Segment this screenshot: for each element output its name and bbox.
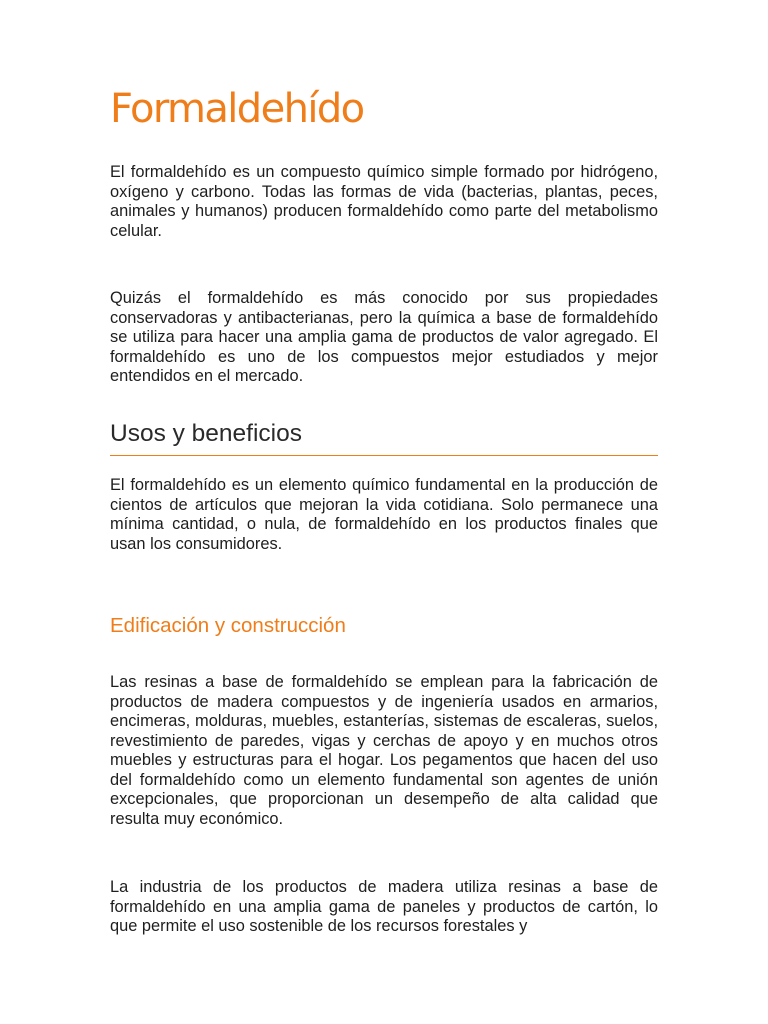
page-title: Formaldehído xyxy=(110,86,364,132)
edificacion-paragraph-2: La industria de los productos de madera utiliza resinas a base de formaldehído en una amplia gama de paneles y productos de cartón, lo que permite el uso sostenible de los recursos forestales y xyxy=(110,878,658,935)
intro-paragraph-1: El formaldehído es un compuesto químico simple formado por hidrógeno, oxígeno y carbono. Todas las formas de vida (bacterias, plantas, peces, animales y humanos) producen formaldehído como parte del metabolismo celular. xyxy=(110,163,658,240)
subsection-heading-edificacion: Edificación y construcción xyxy=(110,614,346,637)
section-divider xyxy=(110,455,658,456)
intro-paragraph-2: Quizás el formaldehído es más conocido por sus propiedades conservadoras y antibacterianas, pero la química a base de formaldehído se utiliza para hacer una amplia gama de productos de valor agregado. El formaldehído es uno de los compuestos mejor estudiados y mejor entendidos en el mercado. xyxy=(110,289,658,385)
edificacion-paragraph-1: Las resinas a base de formaldehído se emplean para la fabricación de productos de madera compuestos y de ingeniería usados en armarios, encimeras, molduras, muebles, estanterías, sistemas de escaleras, suelos, revestimiento de paredes, vigas y cerchas de apoyo y en muchos otros muebles y estructuras para el hogar. Los pegamentos que hacen del uso del formaldehído como un elemento fundamental son agentes de unión excepcionales, que proporcionan un desempeño de alta calidad que resulta muy económico. xyxy=(110,673,658,828)
usos-paragraph-1: El formaldehído es un elemento químico fundamental en la producción de cientos de artículos que mejoran la vida cotidiana. Solo permanece una mínima cantidad, o nula, de formaldehído en los productos finales que usan los consumidores. xyxy=(110,476,658,553)
section-heading-usos: Usos y beneficios xyxy=(110,420,303,447)
